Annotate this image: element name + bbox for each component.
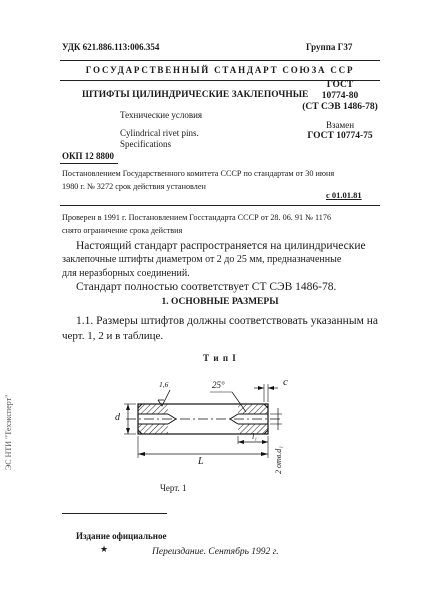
left-hole-wall-bottom [138,424,168,434]
effective-date: с 01.01.81 [326,190,362,200]
length-L-label: L [198,456,204,467]
diameter-d-label: d [115,412,120,423]
document-title: ШТИФТЫ ЦИЛИНДРИЧЕСКИЕ ЗАКЛЕПОЧНЫЕ [82,90,309,100]
decree-line1: Постановлением Государственного комитета СССР по стандартам от 30 июня [62,169,335,178]
chamfer-c-label: c [283,376,288,388]
right-hole-wall-top [238,404,268,414]
group-code: Группа Г37 [306,42,353,52]
replace-label: Взамен [325,120,355,130]
official-star: ★ [100,544,109,554]
st-sev-number: (СТ СЭВ 1486-78) [302,102,378,112]
left-hole-wall-top [138,404,168,414]
decree-line2: 1980 г. № 3272 срок действия установлен [62,182,206,191]
paragraph-3-line1: 1.1. Размеры штифтов должны соответствовать указанным на [76,315,378,327]
length-l1-label: l₁ [252,432,258,441]
paragraph-1-line1: Настоящий стандарт распространяется на цилиндрические [76,240,366,252]
footer-rule [62,513,167,514]
replaced-gost: ГОСТ 10774-75 [307,131,373,141]
english-title-line1: Cylindrical rivet pins. [120,128,199,138]
hole-diameter-label: 2 отв.d₁ [274,445,283,474]
section-heading: 1. ОСНОВНЫЕ РАЗМЕРЫ [161,297,279,307]
gost-label: ГОСТ [326,80,354,90]
banner-title: ГОСУДАРСТВЕННЫЙ СТАНДАРТ СОЮЗА ССР [85,65,355,75]
roughness-label: 1,6 [159,380,169,389]
paragraph-1-line3: для неразборных соединений. [62,268,190,279]
side-stamp: ЭС НТИ "Техэксперт" [4,394,13,470]
reprint-note: Переиздание. Сентябрь 1992 г. [152,547,279,557]
document-subtitle: Технические условия [120,110,203,120]
check-line1: Проверен в 1991 г. Постановлением Госстандарта СССР от 28. 06. 91 № 1176 [62,213,332,222]
paragraph-3-line2: черт. 1, 2 и в таблице. [62,330,164,342]
angle-label: 25° [212,380,225,390]
paragraph-2: Стандарт полностью соответствует СТ СЭВ 1486-78. [76,281,337,293]
paragraph-1-line2: заклепочные штифты диаметром от 2 до 25 мм, предназначенные [62,254,342,265]
okp-code: ОКП 12 8800 [62,151,115,161]
check-line2: снято ограничение срока действия [62,226,183,235]
official-edition: Издание официальное [76,531,167,541]
udk-code: УДК 621.886.113:006.354 [62,42,160,52]
drawing-type-label: Т и п I [203,353,237,363]
english-title-line2: Specifications [120,139,171,149]
gost-number: 10774-80 [321,91,359,101]
figure-caption: Черт. 1 [160,483,187,493]
